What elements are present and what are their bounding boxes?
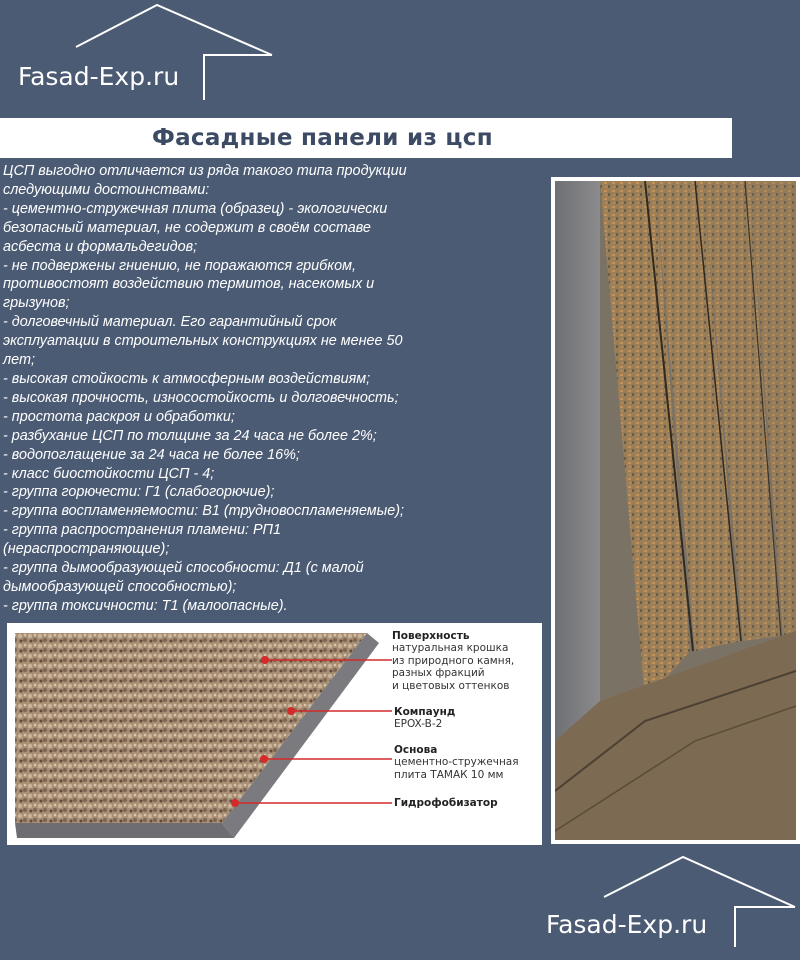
text-line: - разбухание ЦСП по толщине за 24 часа не более 2%;	[3, 427, 377, 444]
site-logo-top[interactable]	[14, 0, 274, 110]
text-line: следующими достоинствами:	[3, 181, 210, 198]
text-line: - водопоглащение за 24 часа не более 16%;	[3, 446, 300, 463]
text-line: ЦСП выгодно отличается из ряда такого типа продукции	[3, 163, 407, 179]
layer-compound-label: Компаунд EPOX-B-2	[394, 706, 456, 731]
text-line: - класс биостойкости ЦСП - 4;	[3, 465, 215, 482]
layer-surface-label: Поверхность натуральная крошка из природного камня, разных фракций и цветовых оттенков	[392, 630, 515, 692]
logo-text: Fasad-Exp.ru	[546, 910, 708, 939]
text-line: - группа дымообразующей способности: Д1 (с малой	[3, 560, 364, 577]
hydrophobizer-marker	[231, 799, 239, 807]
site-logo-bottom[interactable]	[540, 852, 800, 960]
title-band	[0, 118, 732, 158]
page-title: Фасадные панели из цсп	[152, 125, 493, 151]
surface-marker	[261, 656, 269, 664]
text-line: - группа воспламеняемости: В1 (трудновоспламеняемые);	[3, 503, 405, 520]
text-line: - не подвержены гниению, не поражаются грибком,	[3, 257, 356, 274]
house-roof-icon	[14, 0, 274, 110]
text-line: лет;	[3, 352, 35, 369]
text-line: - группа распространения пламени: РП1	[3, 522, 281, 539]
text-line: - группа горючести: Г1 (слабогорючие);	[3, 484, 275, 501]
text-line: - долговечный материал. Его гарантийный срок	[3, 314, 337, 331]
compound-marker	[287, 707, 295, 715]
text-line: - цементно-стружечная плита (образец) - экологически	[3, 200, 388, 217]
panel-photo-frame	[551, 177, 800, 844]
text-line: дымообразующей способностью);	[3, 578, 237, 595]
layer-hydrophobizer-label: Гидрофобизатор	[394, 797, 498, 809]
text-line: противостоят воздействию термитов, насекомых и	[3, 276, 375, 293]
layer-base-label: Основа цементно-стружечная плита ТАМАК 10 мм	[394, 744, 519, 781]
advantages-text	[3, 162, 473, 616]
text-line: - высокая стойкость к атмосферным воздействиям;	[3, 370, 371, 387]
panel-stack-illustration	[555, 181, 796, 840]
panel-stack-photo	[555, 181, 796, 840]
base-marker	[260, 755, 268, 763]
logo-text: Fasad-Exp.ru	[18, 62, 180, 91]
text-line: - высокая прочность, износостойкость и долговечность;	[3, 389, 399, 406]
text-line: - простота раскроя и обработки;	[3, 408, 235, 425]
text-line: грызунов;	[3, 295, 70, 312]
house-roof-icon	[540, 852, 800, 960]
text-line: (нераспространяющие);	[3, 541, 170, 558]
text-line: асбеста и формальдегидов;	[3, 238, 198, 255]
text-line: - группа токсичности: Т1 (малоопасные).	[3, 597, 288, 614]
text-line: безопасный материал, не содержит в своём составе	[3, 219, 371, 236]
panel-layers-diagram	[7, 623, 542, 845]
text-line: эксплуатации в строительных конструкциях не менее 50	[3, 333, 403, 350]
